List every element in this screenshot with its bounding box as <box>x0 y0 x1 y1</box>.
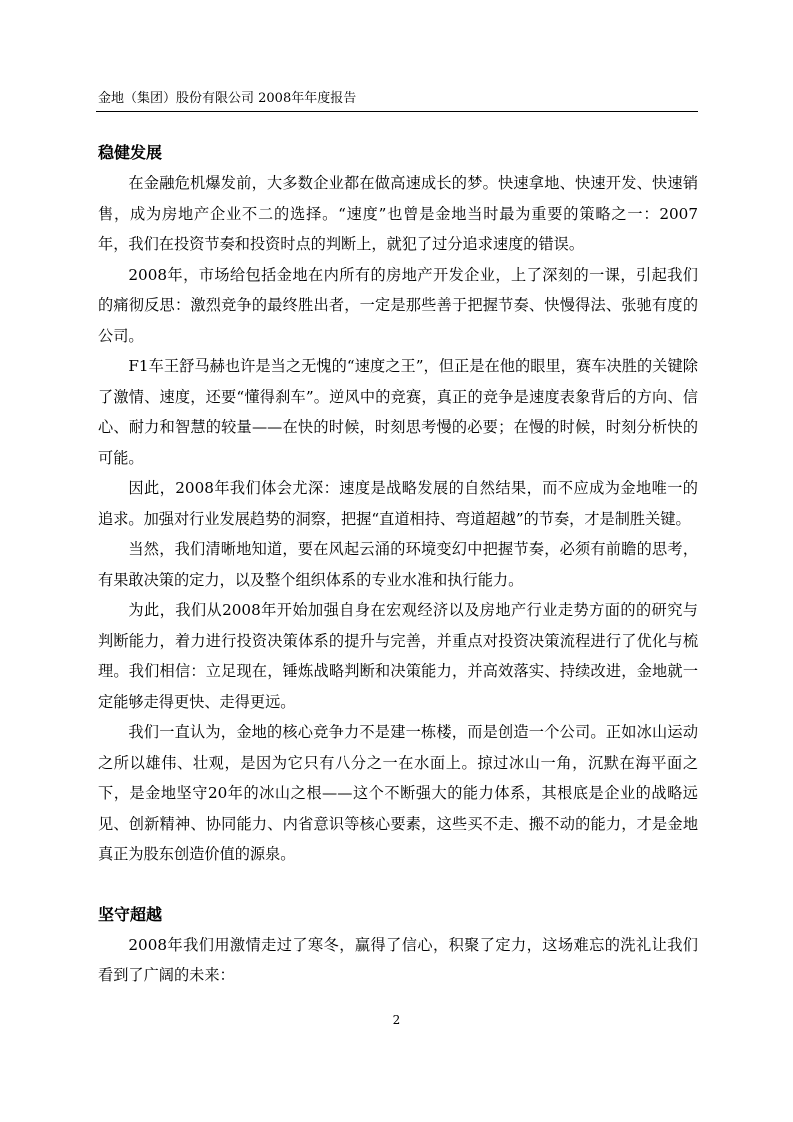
section-heading-steady-development: 稳健发展 <box>98 143 163 162</box>
page-body <box>98 138 698 991</box>
paragraph: F1车王舒马赫也许是当之无愧的“速度之王”，但正是在他的眼里，赛车决胜的关键除了激情、速度，还要“懂得刹车”。逆风中的竞赛，真正的竞争是速度表象背后的方向、信心、耐力和智慧的较量——在快的时候，时刻思考慢的必要；在慢的时候，时刻分析快的可能。 <box>98 357 698 467</box>
paragraph: 2008年我们用激情走过了寒冬，赢得了信心，积聚了定力，这场难忘的洗礼让我们看到了广阔的未来： <box>98 935 698 984</box>
section-heading-persist-surpass: 坚守超越 <box>98 904 163 924</box>
paragraph: 2008年，市场给包括金地在内所有的房地产开发企业，上了深刻的一课，引起我们的痛彻反思：激烈竞争的最终胜出者，一定是那些善于把握节奏、快慢得法、张驰有度的公司。 <box>98 265 698 345</box>
page-number: 2 <box>392 1013 401 1027</box>
section-spacer <box>98 870 698 900</box>
paragraph: 在金融危机爆发前，大多数企业都在做高速成长的梦。快速拿地、快速开发、快速销售，成为房地产企业不二的选择。“速度”也曾是金地当时最为重要的策略之一：2007年，我们在投资节奏和投资时点的判断上，就犯了过分追求速度的错误。 <box>98 174 698 253</box>
header-rule <box>96 111 698 112</box>
running-header: 金地（集团）股份有限公司 2008年年度报告 <box>98 91 357 106</box>
paragraph: 当然，我们清晰地知道，要在风起云涌的环境变幻中把握节奏，必须有前瞻的思考，有果敢决策的定力，以及整个组织体系的专业水准和执行能力。 <box>98 540 698 589</box>
paragraph: 因此，2008年我们体会尤深：速度是战略发展的自然结果，而不应成为金地唯一的追求。加强对行业发展趋势的洞察，把握“直道相持、弯道超越”的节奏，才是制胜关键。 <box>98 479 698 528</box>
paragraph: 我们一直认为，金地的核心竞争力不是建一栋楼，而是创造一个公司。正如冰山运动之所以雄伟、壮观，是因为它只有八分之一在水面上。掠过冰山一角，沉默在海平面之下，是金地坚守20年的冰山之根——这个不断强大的能力体系，其根底是企业的战略远见、创新精神、协同能力、内省意识等核心要素，这些买不走、搬不动的能力，才是金地真正为股东创造价值的源泉。 <box>98 723 698 863</box>
paragraph: 为此，我们从2008年开始加强自身在宏观经济以及房地产行业走势方面的的研究与判断能力，着力进行投资决策体系的提升与完善，并重点对投资决策流程进行了优化与梳理。我们相信：立足现在，锤炼战略判断和决策能力，并高效落实、持续改进，金地就一定能够走得更快、走得更远。 <box>98 601 698 711</box>
